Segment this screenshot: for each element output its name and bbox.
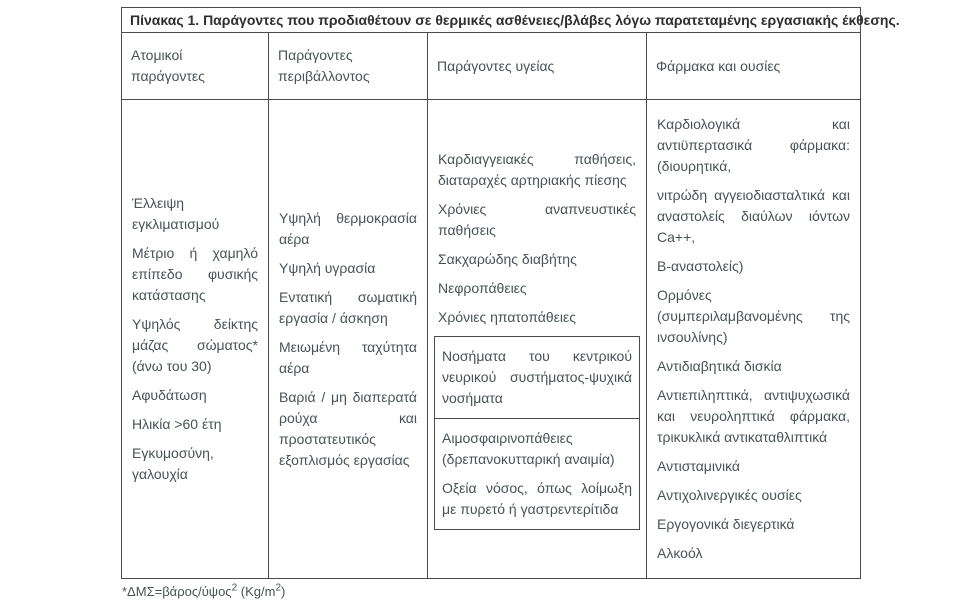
column-header-drugs-substances: Φάρμακα και ουσίες xyxy=(647,33,861,100)
footnote-text: *ΔΜΣ=βάρος/ύψος xyxy=(122,584,232,599)
table-body-row xyxy=(122,100,861,579)
cell-drugs-substances xyxy=(647,100,861,579)
list-item: Αντισταμινικά xyxy=(657,458,741,474)
list-item: Υψηλή υγρασία xyxy=(279,259,376,276)
heat-factors-table xyxy=(121,7,900,579)
list-item: Χρόνιες αναπνευστικές παθήσεις xyxy=(438,200,636,238)
list-item: Αλκοόλ xyxy=(657,545,703,561)
list-item: Έλλειψη εγκλιματισμού xyxy=(132,195,220,232)
table-title: Πίνακας 1. Παράγοντες που προδιαθέτουν σε θερμικές ασθένειες/βλάβες λόγω παρατεταμένης εργασιακής έκθεσης. xyxy=(122,8,861,33)
column-header-environment-factors: Παράγοντες περιβάλλοντος xyxy=(269,33,428,100)
list-item: Χρόνιες ηπατοπάθειες xyxy=(438,308,577,325)
list-item: Ηλικία >60 έτη xyxy=(132,416,222,432)
list-item: Αντιχολινεργικές ουσίες xyxy=(657,487,802,503)
table-header-row xyxy=(122,33,861,100)
list-item: Καρδιολογικά και αντιϋπερτασικά φάρμακα: (διουρητικά, xyxy=(657,116,850,174)
list-item: Σακχαρώδης διαβήτης xyxy=(438,250,577,267)
list-item: Εντατική σωματική εργασία / άσκηση xyxy=(279,288,417,326)
list-item: Εγκυμοσύνη, γαλουχία xyxy=(132,445,214,482)
list-item: Αιμοσφαιρινοπάθειες (δρεπανοκυτταρική αναιμία) xyxy=(442,429,615,467)
list-item: Β-αναστολείς) xyxy=(657,258,744,274)
list-item: Αφυδάτωση xyxy=(132,387,207,403)
list-item: Μειωμένη ταχύτητα αέρα xyxy=(279,338,417,376)
column-header-health-factors: Παράγοντες υγείας xyxy=(428,33,647,100)
list-item: Εργογονικά διεγερτικά xyxy=(657,516,795,532)
list-item: Καρδιαγγειακές παθήσεις, διαταραχές αρτηριακής πίεσης xyxy=(438,150,636,188)
footnote-superscript: 2 xyxy=(275,582,281,594)
cell-health-factors xyxy=(428,100,647,579)
nested-box-cns-diseases xyxy=(434,336,640,419)
bmi-footnote xyxy=(122,584,285,599)
nested-box-blood-acute-diseases xyxy=(434,418,640,530)
list-item: Υψηλός δείκτης μάζας σώματος* (άνω του 30) xyxy=(132,316,258,374)
list-item: Μέτριο ή χαμηλό επίπεδο φυσικής κατάστασης xyxy=(132,245,258,303)
list-item: Βαριά / μη διαπερατά ρούχα και προστατευτικός εξοπλισμός εργασίας xyxy=(279,388,417,468)
list-item: Ορμόνες (συμπεριλαμβανομένης της ινσουλίνης) xyxy=(657,287,850,345)
list-item: Νεφροπάθειες xyxy=(438,279,527,296)
footnote-text: (Kg/m xyxy=(237,584,276,599)
cell-individual-factors xyxy=(122,100,269,579)
footnote-superscript: 2 xyxy=(231,582,238,594)
list-item: νιτρώδη αγγειοδιασταλτικά και αναστολείς διαύλων ιόντων Ca++, xyxy=(657,187,850,245)
list-item: Νοσήματα του κεντρικού νευρικού συστήματος-ψυχικά νοσήματα xyxy=(442,347,632,406)
list-item: Υψηλή θερμοκρασία αέρα xyxy=(279,209,417,247)
footnote-text: ) xyxy=(281,584,286,599)
list-item: Αντιδιαβητικά δισκία xyxy=(657,358,782,374)
column-header-individual-factors: Ατομικοί παράγοντες xyxy=(122,33,269,100)
cell-environment-factors xyxy=(269,100,428,579)
table-title-row xyxy=(122,8,861,33)
list-item: Αντιεπιληπτικά, αντιψυχωσικά και νευροληπτικά φάρμακα, τρικυκλικά αντικαταθλιπτικά xyxy=(657,387,850,445)
list-item: Οξεία νόσος, όπως λοίμωξη με πυρετό ή γαστρεντερίτιδα xyxy=(442,479,632,517)
